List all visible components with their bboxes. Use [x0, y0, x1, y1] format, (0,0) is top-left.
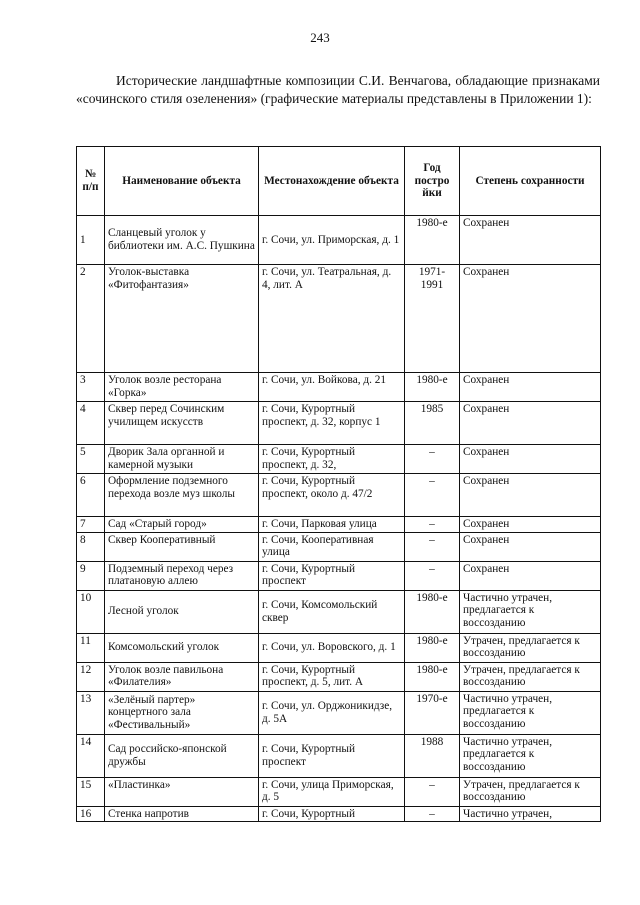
- cell-name: «Зелёный партер» концертного зала «Фестивальный»: [105, 691, 259, 734]
- table-row: [77, 532, 601, 561]
- cell-num: 3: [77, 373, 105, 402]
- cell-status: Сохранен: [460, 265, 601, 373]
- table-row: [77, 402, 601, 445]
- table-row: [77, 734, 601, 777]
- cell-location: г. Сочи, ул. Приморская, д. 1: [259, 216, 405, 265]
- table-header-row: [77, 147, 601, 216]
- cell-location: г. Сочи, Курортный проспект: [259, 734, 405, 777]
- cell-name: Подземный переход через платановую аллею: [105, 561, 259, 590]
- cell-year: 1988: [405, 734, 460, 777]
- cell-status: Утрачен, предлагается к воссозданию: [460, 662, 601, 691]
- cell-year: 1971-1991: [405, 265, 460, 373]
- cell-year: 1970-е: [405, 691, 460, 734]
- cell-num: 14: [77, 734, 105, 777]
- cell-name: Сад российско-японской дружбы: [105, 734, 259, 777]
- cell-year: 1980-е: [405, 216, 460, 265]
- cell-num: 8: [77, 532, 105, 561]
- cell-year: 1980-е: [405, 633, 460, 662]
- table-row: [77, 474, 601, 517]
- cell-num: 2: [77, 265, 105, 373]
- header-year: Год постро йки: [405, 147, 460, 216]
- cell-location: г. Сочи, Кооперативная улица: [259, 532, 405, 561]
- cell-status: Сохранен: [460, 373, 601, 402]
- table-row: [77, 590, 601, 633]
- cell-location: г. Сочи, Комсомольский сквер: [259, 590, 405, 633]
- cell-year: –: [405, 474, 460, 517]
- cell-num: 10: [77, 590, 105, 633]
- cell-num: 16: [77, 806, 105, 822]
- cell-location: г. Сочи, Курортный проспект, д. 32,: [259, 445, 405, 474]
- cell-status: Сохранен: [460, 216, 601, 265]
- cell-status: Сохранен: [460, 402, 601, 445]
- cell-name: Сад «Старый город»: [105, 517, 259, 533]
- cell-name: Дворик Зала органной и камерной музыки: [105, 445, 259, 474]
- cell-status: Сохранен: [460, 445, 601, 474]
- cell-status: Утрачен, предлагается к воссозданию: [460, 777, 601, 806]
- cell-name: Уголок-выставка «Фитофантазия»: [105, 265, 259, 373]
- cell-status: Частично утрачен, предлагается к воссозданию: [460, 590, 601, 633]
- table-row: [77, 561, 601, 590]
- table-row: [77, 777, 601, 806]
- cell-name: Сквер Кооперативный: [105, 532, 259, 561]
- cell-location: г. Сочи, Курортный проспект, д. 32, корпус 1: [259, 402, 405, 445]
- header-num: № п/п: [77, 147, 105, 216]
- cell-year: 1980-е: [405, 373, 460, 402]
- cell-name: Комсомольский уголок: [105, 633, 259, 662]
- cell-location: г. Сочи, Курортный проспект, д. 5, лит. А: [259, 662, 405, 691]
- cell-location: г. Сочи, ул. Орджоникидзе, д. 5А: [259, 691, 405, 734]
- header-status: Степень сохранности: [460, 147, 601, 216]
- cell-name: Уголок возле павильона «Филателия»: [105, 662, 259, 691]
- table-row: [77, 662, 601, 691]
- landscape-compositions-table: [76, 146, 601, 822]
- cell-status: Частично утрачен, предлагается к воссозданию: [460, 691, 601, 734]
- cell-name: Сквер перед Сочинским училищем искусств: [105, 402, 259, 445]
- cell-status: Сохранен: [460, 517, 601, 533]
- cell-num: 1: [77, 216, 105, 265]
- cell-year: –: [405, 517, 460, 533]
- table-row: [77, 691, 601, 734]
- cell-num: 4: [77, 402, 105, 445]
- cell-name: Сланцевый уголок у библиотеки им. А.С. Пушкина: [105, 216, 259, 265]
- cell-num: 5: [77, 445, 105, 474]
- cell-num: 15: [77, 777, 105, 806]
- table-row: [77, 445, 601, 474]
- intro-paragraph: Исторические ландшафтные композиции С.И. Венчагова, обладающие признаками «сочинского стиля озеленения» (графические материалы представлены в Приложении 1):: [76, 73, 600, 106]
- cell-location: г. Сочи, Курортный проспект, около д. 47/2: [259, 474, 405, 517]
- cell-location: г. Сочи, Парковая улица: [259, 517, 405, 533]
- cell-year: –: [405, 445, 460, 474]
- cell-location: г. Сочи, Курортный: [259, 806, 405, 822]
- cell-location: г. Сочи, Курортный проспект: [259, 561, 405, 590]
- cell-status: Частично утрачен, предлагается к воссозданию: [460, 734, 601, 777]
- header-location: Местонахождение объекта: [259, 147, 405, 216]
- page-number: 243: [310, 30, 330, 45]
- table-row: [77, 633, 601, 662]
- cell-location: г. Сочи, ул. Воровского, д. 1: [259, 633, 405, 662]
- cell-year: 1980-е: [405, 662, 460, 691]
- cell-status: Сохранен: [460, 561, 601, 590]
- cell-status: Утрачен, предлагается к воссозданию: [460, 633, 601, 662]
- cell-year: 1985: [405, 402, 460, 445]
- cell-num: 7: [77, 517, 105, 533]
- cell-name: Лесной уголок: [105, 590, 259, 633]
- cell-year: –: [405, 532, 460, 561]
- cell-year: –: [405, 777, 460, 806]
- table-row: [77, 806, 601, 822]
- cell-year: 1980-е: [405, 590, 460, 633]
- cell-name: «Пластинка»: [105, 777, 259, 806]
- cell-status: Сохранен: [460, 532, 601, 561]
- cell-location: г. Сочи, ул. Театральная, д. 4, лит. А: [259, 265, 405, 373]
- header-name: Наименование объекта: [105, 147, 259, 216]
- table-row: [77, 216, 601, 265]
- cell-year: –: [405, 561, 460, 590]
- cell-name: Уголок возле ресторана «Горка»: [105, 373, 259, 402]
- table-row: [77, 265, 601, 373]
- cell-location: г. Сочи, улица Приморская, д. 5: [259, 777, 405, 806]
- cell-num: 12: [77, 662, 105, 691]
- cell-num: 11: [77, 633, 105, 662]
- cell-num: 13: [77, 691, 105, 734]
- cell-name: Стенка напротив: [105, 806, 259, 822]
- cell-location: г. Сочи, ул. Войкова, д. 21: [259, 373, 405, 402]
- cell-num: 6: [77, 474, 105, 517]
- cell-name: Оформление подземного перехода возле муз школы: [105, 474, 259, 517]
- cell-year: –: [405, 806, 460, 822]
- cell-status: Частично утрачен,: [460, 806, 601, 822]
- table-row: [77, 517, 601, 533]
- cell-num: 9: [77, 561, 105, 590]
- table-row: [77, 373, 601, 402]
- cell-status: Сохранен: [460, 474, 601, 517]
